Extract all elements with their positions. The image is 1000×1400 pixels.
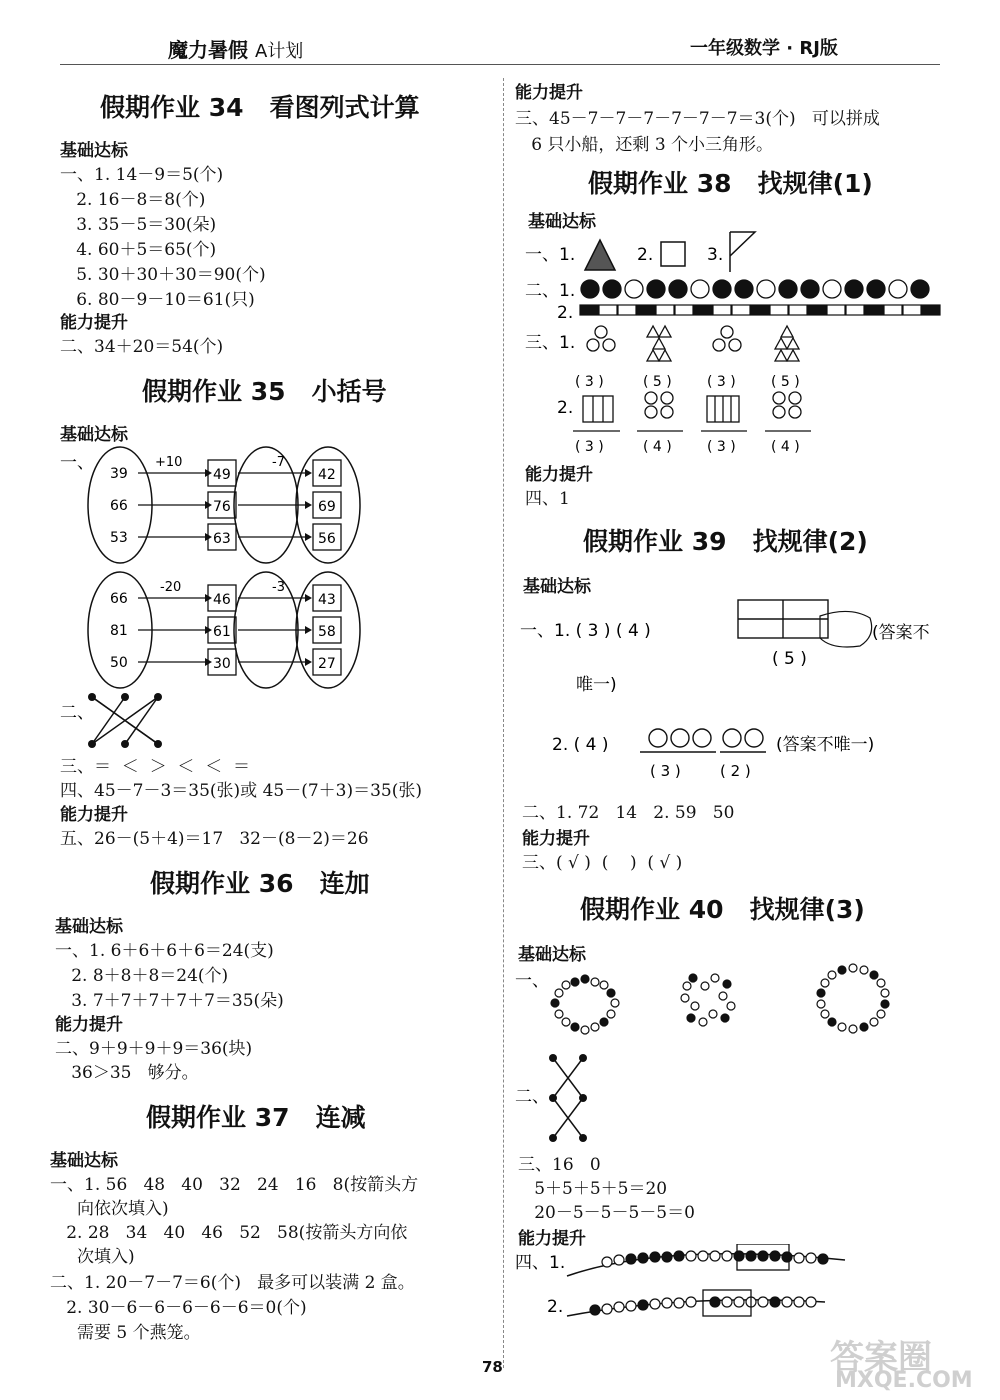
hw37-title: 假期作业 37 连减 xyxy=(146,1103,366,1132)
map-value: 49 xyxy=(213,467,231,483)
answer-line: 2. 16－8＝8(个) xyxy=(60,190,206,210)
hw39-basic: 基础达标 xyxy=(523,577,591,597)
hw37-improve: 能力提升 xyxy=(515,83,583,103)
answer-line: 一、1. 6＋6＋6＋6＝24(支) xyxy=(55,941,274,961)
answer-line: 5. 30＋30＋30＝90(个) xyxy=(60,265,266,285)
answer-line: 三、( √ ) ( ) ( √ ) xyxy=(522,853,683,873)
op-minus7: -7 xyxy=(272,455,285,470)
grade-edition: 一年级数学 · RJ版 xyxy=(690,38,838,59)
hw39-q2-count: ( 2 ) xyxy=(720,762,751,780)
hw38-basic: 基础达标 xyxy=(528,212,596,232)
hw35-improve: 能力提升 xyxy=(60,805,128,825)
map-value: 46 xyxy=(213,592,231,608)
hw36-improve: 能力提升 xyxy=(55,1015,123,1035)
hw38-q3-label: 2. xyxy=(557,398,574,418)
hw39-q2: 2. ( 4 ) xyxy=(552,735,609,755)
shape-count: ( 5 ) xyxy=(643,374,672,390)
shape-count: ( 3 ) xyxy=(707,439,736,455)
hw35-q2-label: 二、 xyxy=(60,703,94,723)
map-value: 27 xyxy=(318,656,336,672)
hw40-q4-label: 四、1. xyxy=(515,1253,566,1273)
answer-line: 36＞35 够分。 xyxy=(55,1063,199,1083)
hw38-title: 假期作业 38 找规律(1) xyxy=(588,169,873,198)
hw39-q2-count: ( 3 ) xyxy=(650,762,681,780)
answer-line: 4. 60＋5＝65(个) xyxy=(60,240,217,260)
hw35-mapping-figure xyxy=(60,440,500,750)
hw36-basic: 基础达标 xyxy=(55,917,123,937)
bead-diamond xyxy=(551,975,619,1034)
hw40-q1-label: 一、 xyxy=(515,971,549,991)
hw39-q1-note2: 唯一) xyxy=(576,675,617,695)
hw37-basic: 基础达标 xyxy=(50,1151,118,1171)
answer-line: 6. 80－9－10＝61(只) xyxy=(60,290,255,310)
map-value: 56 xyxy=(318,531,336,547)
shape-count: ( 5 ) xyxy=(771,374,800,390)
answer-line: 四、45－7－3＝35(张)或 45－(7＋3)＝35(张) xyxy=(60,781,422,801)
hw38-q1-label: 一、1. xyxy=(525,245,576,265)
hw34-basic: 基础达标 xyxy=(60,141,128,161)
hw38-improve: 能力提升 xyxy=(525,465,593,485)
bead-ring xyxy=(817,964,889,1033)
map-value: 76 xyxy=(213,499,231,515)
watermark-url: MXQE.COM xyxy=(835,1368,973,1393)
watermark-logo: 答案圈 xyxy=(830,1338,932,1378)
hw40-title: 假期作业 40 找规律(3) xyxy=(580,895,865,924)
shape-count: ( 3 ) xyxy=(575,439,604,455)
answer-line: 向依次填入) xyxy=(50,1199,169,1219)
map-value: 66 xyxy=(110,498,128,514)
answer-line: 三、45－7－7－7－7－7－7＝3(个) 可以拼成 xyxy=(515,109,880,129)
header-rule xyxy=(60,64,940,65)
hw39-figure xyxy=(520,594,960,794)
answer-line: 二、1. 72 14 2. 59 50 xyxy=(522,803,735,823)
hw34-improve: 能力提升 xyxy=(60,313,128,333)
answer-line: 2. 30－6－6－6－6－6＝0(个) xyxy=(50,1298,307,1318)
hw38-q2-label: 二、1. xyxy=(525,281,576,301)
answer-line: 三、＝ ＜ ＞ ＜ ＜ ＝ xyxy=(60,757,251,777)
shape-count: ( 3 ) xyxy=(707,374,736,390)
map-value: 58 xyxy=(318,624,336,640)
op-minus3: -3 xyxy=(272,580,285,595)
hw40-bead-figure xyxy=(515,962,955,1157)
matching-lines xyxy=(553,1058,583,1138)
hw34-title: 假期作业 34 看图列式计算 xyxy=(100,93,420,122)
answer-line: 2. 28 34 40 46 52 58(按箭头方向依 xyxy=(50,1223,408,1243)
matching-lines xyxy=(92,697,158,744)
map-value: 42 xyxy=(318,467,336,483)
hw35-q1-label: 一、 xyxy=(60,453,94,473)
answer-line: 二、9＋9＋9＋9＝36(块) xyxy=(55,1039,253,1059)
hw39-q1-note: (答案不 xyxy=(872,623,930,643)
bead-flower xyxy=(681,974,735,1026)
triangle-shape xyxy=(585,240,615,270)
answer-line: 四、1 xyxy=(525,489,570,509)
map-value: 69 xyxy=(318,499,336,515)
bead-string-1 xyxy=(602,1251,828,1267)
flag-shape xyxy=(730,232,755,272)
map-value: 61 xyxy=(213,624,231,640)
map-value: 66 xyxy=(110,591,128,607)
hw39-q1: 一、1. ( 3 ) ( 4 ) xyxy=(520,621,651,641)
shape-count: ( 4 ) xyxy=(643,439,672,455)
hw40-q4-label: 2. xyxy=(547,1297,564,1317)
op-minus20: -20 xyxy=(160,580,182,595)
map-value: 53 xyxy=(110,530,128,546)
hw36-title: 假期作业 36 连加 xyxy=(150,869,370,898)
hw40-basic: 基础达标 xyxy=(518,945,586,965)
hw40-bead-strings xyxy=(515,1244,865,1344)
answer-line: 五、26－(5＋4)＝17 32－(8－2)＝26 xyxy=(60,829,369,849)
page-number: 78 xyxy=(482,1358,503,1376)
brand-title xyxy=(168,34,303,63)
answer-line: 6 只小船，还剩 3 个小三角形。 xyxy=(515,135,774,155)
op-plus10: +10 xyxy=(155,455,183,470)
answer-line: 3. 35－5＝30(朵) xyxy=(60,215,217,235)
answer-line: 3. 7＋7＋7＋7＋7＝35(朵) xyxy=(55,991,284,1011)
answer-line: 次填入) xyxy=(50,1247,135,1267)
answer-line: 一、1. 56 48 40 32 24 16 8(按箭头方 xyxy=(50,1175,419,1195)
answer-line: 20－5－5－5－5＝0 xyxy=(518,1203,695,1223)
hw38-q2-label: 2. xyxy=(557,303,574,323)
map-value: 39 xyxy=(110,466,128,482)
hw38-q1-label: 3. xyxy=(707,245,724,265)
hw39-q2-note: (答案不唯一) xyxy=(776,735,875,755)
answer-line: 一、1. 14－9＝5(个) xyxy=(60,165,224,185)
brand-name: 魔力暑假 xyxy=(168,38,248,62)
rectangle-grid xyxy=(738,600,828,638)
hw35-basic: 基础达标 xyxy=(60,425,128,445)
answer-line: 二、34＋20＝54(个) xyxy=(60,337,224,357)
answer-line: 2. 8＋8＋8＝24(个) xyxy=(55,966,229,986)
hw35-title: 假期作业 35 小括号 xyxy=(142,377,387,406)
answer-line: 5＋5＋5＋5＝20 xyxy=(518,1179,668,1199)
hw38-pattern-figure xyxy=(525,228,955,458)
answer-line: 三、16 0 xyxy=(518,1155,601,1175)
map-value: 81 xyxy=(110,623,128,639)
answer-line: 需要 5 个燕笼。 xyxy=(50,1323,201,1343)
hw39-q1-five: ( 5 ) xyxy=(772,649,807,669)
hw39-title: 假期作业 39 找规律(2) xyxy=(583,527,868,556)
shape-count: ( 3 ) xyxy=(575,374,604,390)
hw39-improve: 能力提升 xyxy=(522,829,590,849)
hw40-q2-label: 二、 xyxy=(515,1087,549,1107)
hw38-q3-label: 三、1. xyxy=(525,333,576,353)
map-value: 63 xyxy=(213,531,231,547)
column-divider xyxy=(503,78,504,1368)
square-shape xyxy=(661,242,685,266)
shape-count: ( 4 ) xyxy=(771,439,800,455)
hw40-improve: 能力提升 xyxy=(518,1229,586,1249)
brand-plan: A计划 xyxy=(254,41,304,62)
answer-line: 二、1. 20－7－7＝6(个) 最多可以装满 2 盒。 xyxy=(50,1273,415,1293)
map-value: 50 xyxy=(110,655,128,671)
hw38-q1-label: 2. xyxy=(637,245,654,265)
map-value: 43 xyxy=(318,592,336,608)
map-value: 30 xyxy=(213,656,231,672)
